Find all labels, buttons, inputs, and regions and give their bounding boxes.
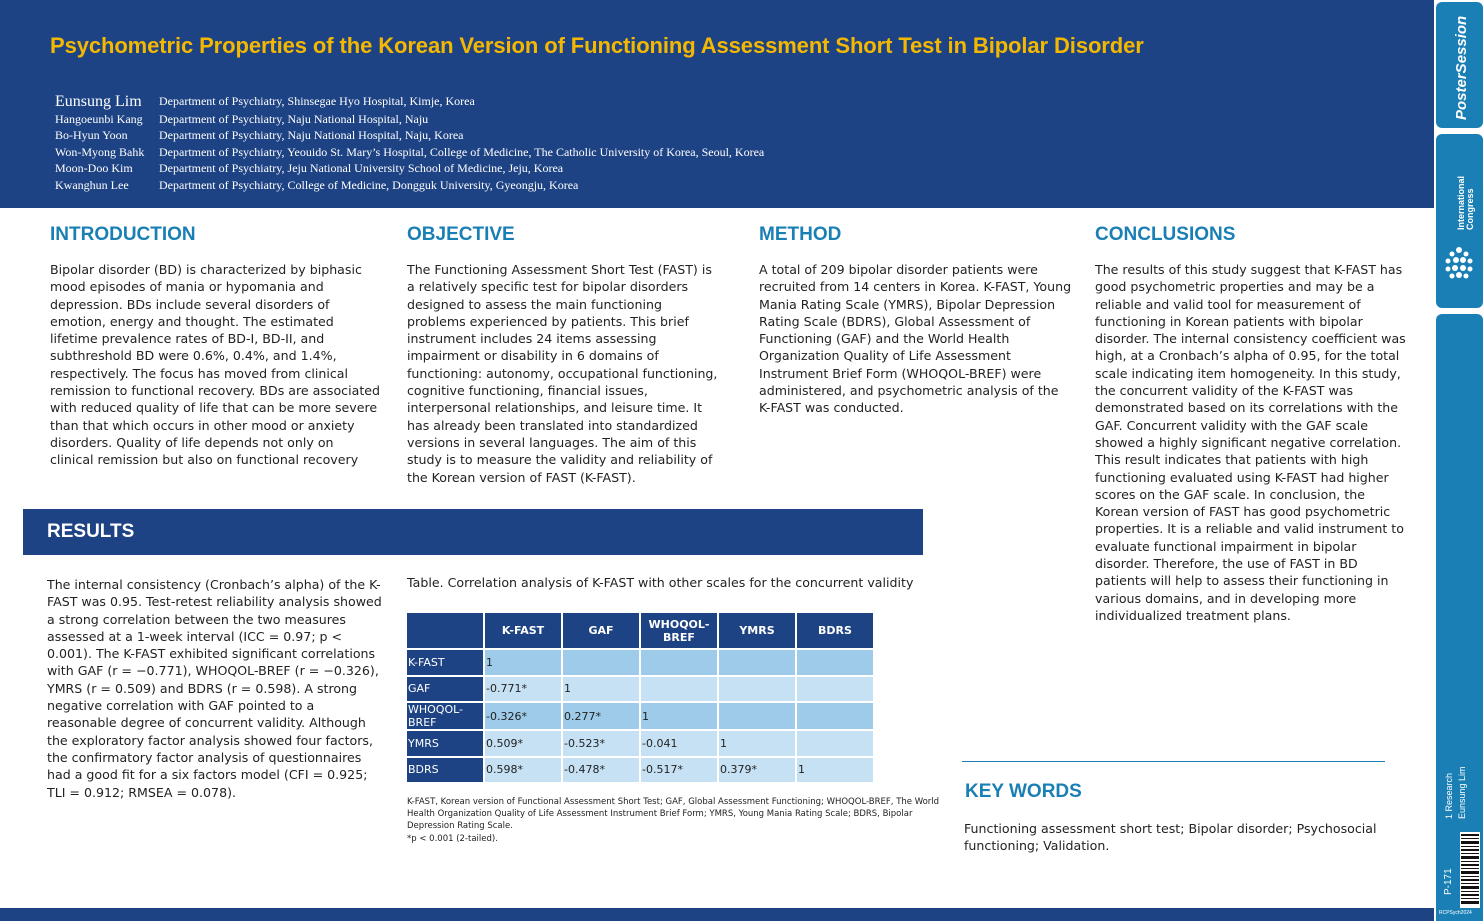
table-cell	[797, 703, 873, 729]
author-row	[55, 144, 764, 160]
table-cell: 1	[563, 677, 639, 702]
text-line: Rating Scale (BDRS), Global Assessment of	[759, 313, 1031, 329]
row-header: WHOQOL-BREF	[407, 703, 483, 729]
text-line: versions in several languages. The aim of this	[407, 434, 697, 450]
text-line: FAST was 0.95. Test-retest reliability analysis showed	[47, 594, 382, 610]
text-line: Organization Quality of Life Assessment	[759, 348, 1011, 364]
text-line: YMRS (r = 0.509) and BDRS (r = 0.598). A strong	[47, 680, 358, 696]
author-name: Bo-Hyun Yoon	[55, 128, 128, 143]
row-header: K-FAST	[407, 650, 483, 675]
table-cell: 1	[797, 758, 873, 783]
text-line: functioning; Validation.	[964, 838, 1110, 854]
keywords-text	[964, 820, 1384, 855]
author-name: Hangoeunbi Kang	[55, 112, 143, 126]
congress-logo-icon	[1436, 134, 1483, 308]
text-line: various domains, and in developing more	[1095, 590, 1357, 606]
row-header: BDRS	[407, 758, 483, 783]
text-line: with reduced quality of life that can be more severe	[50, 400, 378, 416]
table-cell: 0.598*	[485, 758, 561, 783]
author-row	[55, 177, 764, 193]
text-line: GAF. Concurrent validity with the GAF scale	[1095, 417, 1369, 433]
text-line: reliable and valid tool for measurement of	[1095, 296, 1361, 312]
text-line: disorder. Therefore, the use of FAST in BD	[1095, 556, 1358, 572]
table-cell	[719, 650, 795, 675]
svg-text:PosterSession: PosterSession	[1453, 15, 1470, 120]
text-line: disorders. Quality of life depends not only on	[50, 434, 334, 450]
table-cell	[797, 650, 873, 675]
text-line: assessed at a 1-week interval (ICC = 0.97; p <	[47, 628, 343, 644]
table-header-cell: K-FAST	[485, 613, 561, 648]
table-cell: 1	[485, 650, 561, 675]
text-line: had a good fit for a six factors model (CFI = 0.925;	[47, 767, 368, 783]
table-cell	[719, 677, 795, 702]
author-affiliation: Department of Psychiatry, Jeju National University School of Medicine, Jeju, Korea	[159, 161, 564, 176]
table-row	[407, 731, 873, 756]
text-line: demonstrated based on its correlations with the	[1095, 400, 1399, 416]
text-line: depression. BDs include several disorders of	[50, 296, 330, 312]
text-line: study is to measure the validity and reliability of	[407, 452, 713, 468]
text-line: scores on the GAF scale. In conclusion, the	[1095, 486, 1365, 502]
text-line: cognitive functioning, financial issues,	[407, 383, 648, 399]
table-header-row	[407, 613, 873, 648]
text-line: the Korean version of FAST (K-FAST).	[407, 469, 636, 485]
text-line: high, at a Cronbach’s alpha of 0.95, for the total	[1095, 348, 1400, 364]
text-line: evaluate functional impairment in bipolar	[1095, 538, 1357, 554]
author-row	[55, 160, 764, 176]
text-line: clinical remission but also on functional recovery	[50, 452, 359, 468]
keywords-divider	[962, 761, 1385, 762]
text-line: problems experienced by patients. This brief	[407, 313, 689, 329]
table-header-cell: YMRS	[719, 613, 795, 648]
text-line: showed a highly significant negative correlation.	[1095, 434, 1402, 450]
side-category: 1 Research	[1444, 772, 1454, 819]
table-cell: -0.326*	[485, 703, 561, 729]
text-line: Functioning (GAF) and the World Health	[759, 331, 1010, 347]
author-name: Kwanghun Lee	[55, 177, 129, 192]
table-header-cell: GAF	[563, 613, 639, 648]
text-line: Mania Rating Scale (YMRS), Bipolar Depression	[759, 296, 1056, 312]
text-line: scale indicating item homogeneity. In this study,	[1095, 365, 1401, 381]
method-heading: METHOD	[759, 224, 842, 245]
author-affiliation: Department of Psychiatry, Naju National Hospital, Naju	[159, 112, 429, 126]
poster-title: Psychometric Properties of the Korean Version of Functioning Assessment Short Test in Bipolar Disorder	[50, 33, 1144, 58]
table-cell: -0.523*	[563, 731, 639, 756]
method-text	[759, 261, 1079, 417]
conclusions-heading: CONCLUSIONS	[1095, 224, 1236, 245]
table-cell: -0.478*	[563, 758, 639, 783]
table-caption: Table. Correlation analysis of K-FAST with other scales for the concurrent validity	[407, 575, 914, 590]
introduction-heading: INTRODUCTION	[50, 224, 196, 245]
table-cell: 0.509*	[485, 731, 561, 756]
text-line: Functioning assessment short test; Bipolar disorder; Psychosocial	[964, 821, 1377, 836]
results-text	[47, 576, 392, 801]
text-line: instrument includes 24 items assessing	[407, 331, 657, 347]
author-name: Eunsung Lim	[55, 93, 142, 110]
side-author: Eunsung Lim	[1457, 766, 1467, 819]
table-row	[407, 677, 873, 702]
text-line: properties. It is a reliable and valid instrument to	[1095, 521, 1404, 537]
objective-text	[407, 261, 727, 486]
text-line: emotion, energy and thought. The estimated	[50, 313, 334, 329]
table-cell	[797, 731, 873, 756]
table-cell: 1	[719, 731, 795, 756]
text-line: interpersonal relationships, and leisure time. It	[407, 400, 703, 416]
results-heading: RESULTS	[47, 521, 135, 542]
side-info-strip	[1436, 314, 1483, 921]
conclusions-text	[1095, 261, 1425, 624]
poster-session-logo	[1436, 2, 1483, 128]
table-notes	[407, 796, 940, 845]
text-line: *p < 0.001 (2-tailed).	[407, 833, 498, 844]
text-line: A total of 209 bipolar disorder patients were	[759, 262, 1038, 277]
table-cell: -0.771*	[485, 677, 561, 702]
text-line: Health Organization Quality of Life Assessment Instrument Brief Form; YMRS, Young Mania Rating Scale; BDRS, Bipolar	[407, 809, 913, 820]
side-code: RCPSych2024	[1439, 910, 1472, 916]
row-header: YMRS	[407, 731, 483, 756]
text-line: 0.001). The K-FAST exhibited significant correlations	[47, 646, 376, 662]
poster-footer-bar	[0, 908, 1434, 921]
text-line: the exploratory factor analysis showed four factors,	[47, 732, 373, 748]
text-line: The results of this study suggest that K-FAST has	[1095, 262, 1403, 277]
svg-text:International: International	[1456, 175, 1466, 230]
table-header-cell: BDRS	[797, 613, 873, 648]
table-header-cell: WHOQOL-BREF	[641, 613, 717, 648]
table-cell: 0.379*	[719, 758, 795, 783]
author-affiliation: Department of Psychiatry, College of Medicine, Dongguk University, Gyeongju, Korea	[159, 177, 579, 192]
side-poster-id: P-171	[1443, 868, 1454, 895]
objective-heading: OBJECTIVE	[407, 224, 515, 245]
table-cell: -0.041	[641, 731, 717, 756]
author-row	[55, 127, 764, 143]
text-line: The Functioning Assessment Short Test (FAST) is	[407, 262, 712, 277]
text-line: a relatively specific test for bipolar disorders	[407, 279, 689, 295]
text-line: patients will help to assess their functioning in	[1095, 573, 1389, 589]
text-line: impairment or disability in 6 domains of	[407, 348, 659, 364]
text-line: functioning: autonomy, occupational functioning,	[407, 365, 718, 381]
text-line: administered, and psychometric analysis of the	[759, 383, 1059, 399]
text-line: This result indicates that patients with high	[1095, 452, 1369, 468]
table-header-cell	[407, 613, 483, 648]
table-cell: -0.517*	[641, 758, 717, 783]
text-line: K-FAST was conducted.	[759, 400, 904, 416]
poster-header	[0, 0, 1434, 208]
table-row	[407, 703, 873, 729]
author-affiliation: Department of Psychiatry, Yeouido St. Mary’s Hospital, College of Medicine, The Catholic University of Korea, Seoul, Korea	[159, 144, 765, 159]
table-row	[407, 650, 873, 675]
text-line: recruited from 14 centers in Korea. K-FAST, Young	[759, 279, 1072, 295]
text-line: designed to assess the main functioning	[407, 296, 662, 312]
author-affiliation: Department of Psychiatry, Shinsegae Hyo Hospital, Kimje, Korea	[159, 94, 475, 108]
author-affiliation: Department of Psychiatry, Naju National Hospital, Naju, Korea	[159, 128, 464, 143]
text-line: The internal consistency (Cronbach’s alpha) of the K-	[47, 577, 381, 592]
table-row	[407, 758, 873, 783]
text-line: with GAF (r = −0.771), WHOQOL-BREF (r = −0.326),	[47, 663, 379, 679]
text-line: TLI = 0.912; RMSEA = 0.078).	[47, 784, 236, 800]
text-line: Instrument Brief Form (WHOQOL-BREF) were	[759, 365, 1042, 381]
text-line: remission to functional recovery. BDs are associated	[50, 383, 380, 399]
text-line: good psychometric properties and may be a	[1095, 279, 1375, 295]
text-line: respectively. The focus has moved from clinical	[50, 365, 348, 381]
author-name: Moon-Doo Kim	[55, 161, 133, 176]
text-line: a strong correlation between the two measures	[47, 611, 346, 627]
text-line: individualized treatment plans.	[1095, 607, 1291, 623]
table-cell	[641, 677, 717, 702]
author-list	[55, 92, 764, 193]
table-cell: 0.277*	[563, 703, 639, 729]
table-cell	[563, 650, 639, 675]
barcode-icon	[1460, 832, 1480, 908]
text-line: Bipolar disorder (BD) is characterized by biphasic	[50, 262, 362, 277]
author-name: Won-Myong Bahk	[55, 144, 145, 159]
text-line: negative correlation with GAF pointed to a	[47, 698, 315, 714]
author-row	[55, 92, 764, 111]
poster-session-logo-icon	[1436, 2, 1483, 128]
author-row	[55, 111, 764, 127]
table-cell	[797, 677, 873, 702]
correlation-table	[405, 611, 875, 784]
text-line: lifetime prevalence rates of BD-I, BD-II, and	[50, 331, 325, 347]
text-line: has already been translated into standardized	[407, 417, 698, 433]
text-line: the confirmatory factor analysis of questionnaires	[47, 749, 362, 765]
text-line: disorder. The internal consistency coefficient was	[1095, 331, 1406, 347]
text-line: K-FAST, Korean version of Functional Assessment Short Test; GAF, Global Assessment Functioning; WHOQOL-BREF, The World	[407, 797, 940, 807]
text-line: functioning in Korean patients with bipolar	[1095, 313, 1363, 329]
text-line: than that which occurs in other mood or anxiety	[50, 417, 355, 433]
text-line: mood episodes of mania or hypomania and	[50, 279, 324, 295]
text-line: Depression Rating Scale.	[407, 821, 513, 832]
text-line: Korean version of FAST has good psychometric	[1095, 504, 1391, 520]
introduction-text	[50, 261, 380, 469]
table-cell	[641, 650, 717, 675]
text-line: the concurrent validity of the K-FAST was	[1095, 383, 1354, 399]
text-line: reasonable degree of concurrent validity. Although	[47, 715, 366, 731]
table-cell: 1	[641, 703, 717, 729]
results-banner	[23, 509, 923, 555]
keywords-heading: KEY WORDS	[965, 781, 1082, 802]
text-line: functioning evaluated using K-FAST had higher	[1095, 469, 1389, 485]
congress-logo	[1436, 134, 1483, 308]
side-panel	[1434, 0, 1484, 921]
table-cell	[719, 703, 795, 729]
svg-text:Congress: Congress	[1465, 188, 1475, 230]
text-line: subthreshold BD were 0.6%, 0.4%, and 1.4%,	[50, 348, 337, 364]
row-header: GAF	[407, 677, 483, 702]
